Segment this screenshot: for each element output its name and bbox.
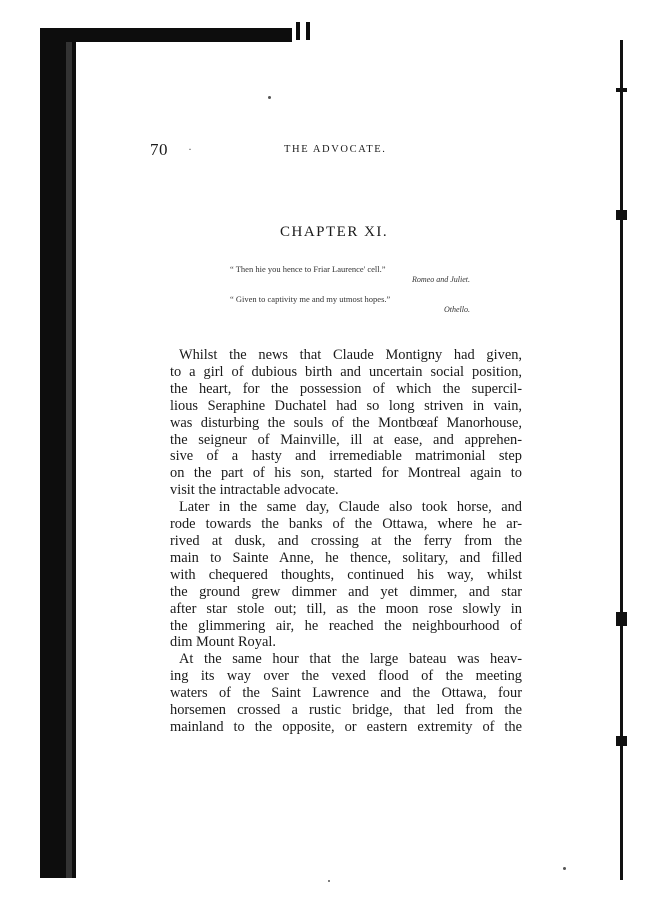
body-line: the ground grew dimmer and yet dimmer, and star bbox=[170, 583, 522, 600]
book-page bbox=[150, 140, 532, 735]
epigraph bbox=[230, 294, 470, 314]
body-line: was disturbing the souls of the Montbœaf Manorhouse, bbox=[170, 414, 522, 431]
body-line: mainland to the opposite, or eastern extremity of the bbox=[170, 718, 522, 735]
scan-binding-tick bbox=[306, 22, 310, 40]
body-line: to a girl of dubious birth and uncertain social position, bbox=[170, 363, 522, 380]
body-line: main to Sainte Anne, he thence, solitary, and filled bbox=[170, 549, 522, 566]
body-line: Later in the same day, Claude also took horse, and bbox=[179, 499, 522, 516]
body-line: after star stole out; till, as the moon rose slowly in bbox=[170, 600, 522, 617]
body-line: the seigneur of Mainville, ill at ease, and apprehen- bbox=[170, 431, 522, 448]
scan-speck bbox=[563, 867, 566, 870]
body-line: the glimmering air, he reached the neighbourhood of bbox=[170, 617, 522, 634]
scan-right-edge-mark bbox=[616, 736, 627, 746]
body-line: waters of the Saint Lawrence and the Ottawa, four bbox=[170, 685, 522, 702]
scan-speck bbox=[328, 880, 330, 882]
body-line: lious Seraphine Duchatel had so long striven in vain, bbox=[170, 397, 522, 414]
scan-right-edge-mark bbox=[616, 612, 627, 626]
body-line: the heart, for the possession of which the supercil- bbox=[170, 380, 522, 397]
scan-right-edge-mark bbox=[616, 88, 627, 92]
page-number: 70 bbox=[150, 140, 168, 159]
body-line: visit the intractable advocate. bbox=[170, 482, 339, 499]
scan-binding-top-edge bbox=[40, 28, 292, 42]
body-line: At the same hour that the large bateau was heav- bbox=[179, 651, 522, 668]
body-line: rived at dusk, and crossing at the ferry from the bbox=[170, 532, 522, 549]
body-line: Whilst the news that Claude Montigny had given, bbox=[179, 347, 522, 363]
running-head bbox=[150, 140, 532, 162]
page-number-mark: · bbox=[188, 142, 192, 156]
body-text bbox=[170, 347, 522, 736]
body-line: ing its way over the vexed flood of the meeting bbox=[170, 668, 522, 685]
epigraph-source: Othello. bbox=[444, 305, 470, 314]
body-line: with chequered thoughts, continued his way, whilst bbox=[170, 566, 522, 583]
chapter-title: CHAPTER XI. bbox=[280, 224, 389, 240]
scan-speck bbox=[268, 96, 271, 99]
epigraph bbox=[230, 264, 470, 284]
body-line: on the part of his son, started for Montreal again to bbox=[170, 465, 522, 482]
scan-right-edge-mark bbox=[616, 210, 627, 220]
epigraph-source: Romeo and Juliet. bbox=[412, 275, 470, 284]
running-title: THE ADVOCATE. bbox=[284, 144, 387, 155]
scan-binding-tick bbox=[296, 22, 300, 40]
epigraph-quote: “ Then hie you hence to Friar Laurence' cell.” bbox=[230, 264, 386, 274]
body-line: rode towards the banks of the Ottawa, where he ar- bbox=[170, 516, 522, 533]
body-line: dim Mount Royal. bbox=[170, 634, 276, 651]
body-line: horsemen crossed a rustic bridge, that led from the bbox=[170, 702, 522, 719]
scan-binding-left-edge bbox=[40, 28, 76, 878]
body-line: sive of a hasty and irremediable matrimonial step bbox=[170, 448, 522, 465]
scan-right-edge-rule bbox=[620, 40, 623, 880]
epigraph-quote: “ Given to captivity me and my utmost hopes.” bbox=[230, 294, 391, 304]
